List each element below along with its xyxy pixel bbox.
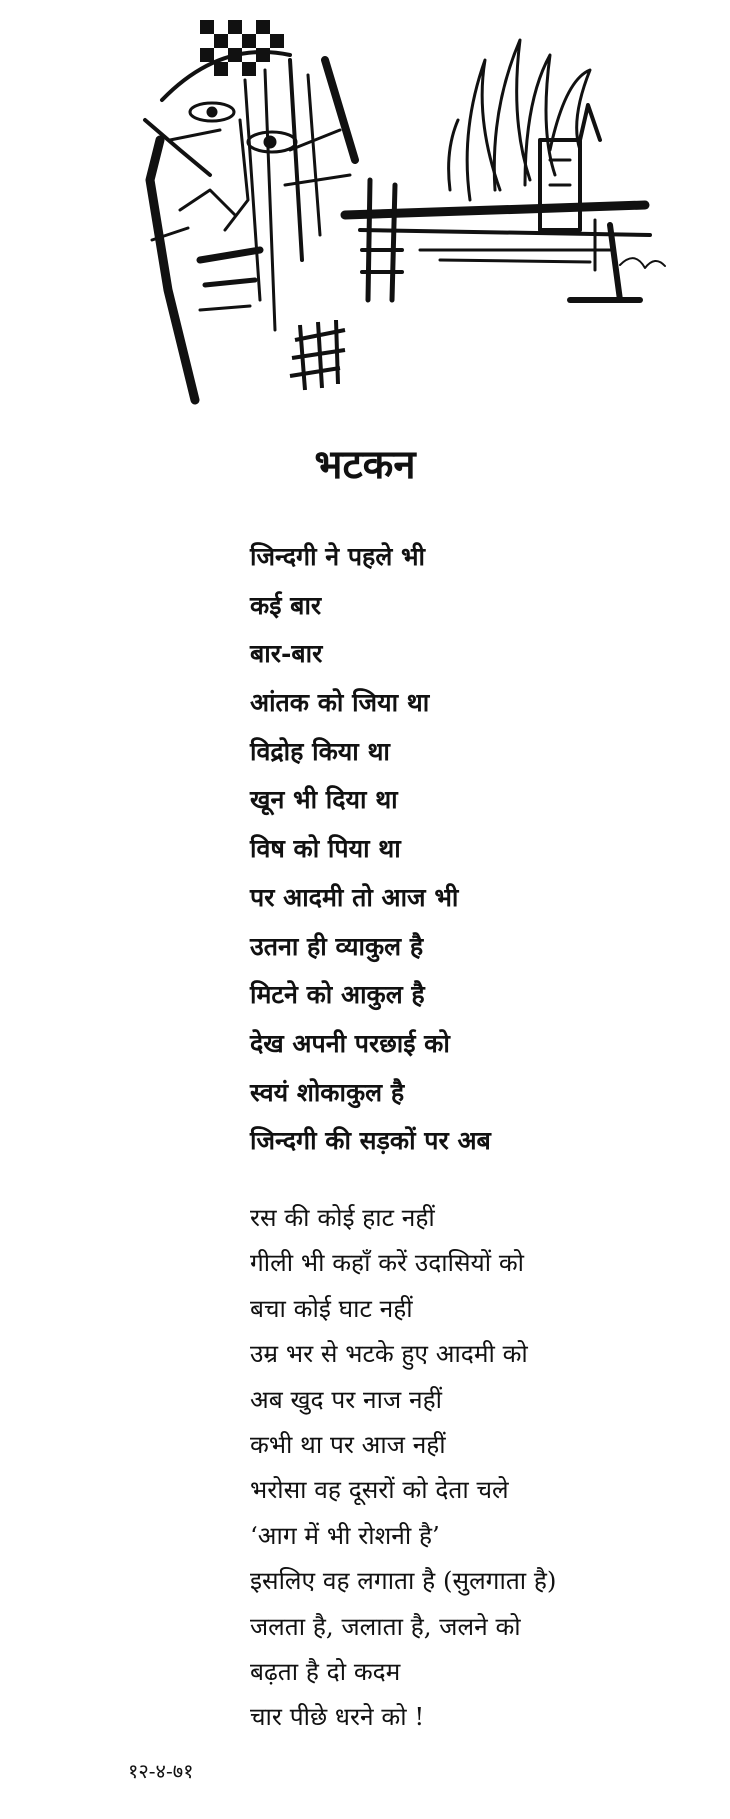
poem-line: बार-बार <box>250 639 323 669</box>
poem-line: अब खुद पर नाज नहीं <box>250 1384 442 1414</box>
poem-line: जिन्दगी की सड़कों पर अब <box>250 1126 491 1156</box>
poem-line: देख अपनी परछाई को <box>250 1028 450 1058</box>
poem-line: जिन्दगी ने पहले भी <box>250 542 426 571</box>
poem-line: विष को पिया था <box>250 834 401 864</box>
ink-illustration <box>140 0 680 405</box>
poem-line: रस की कोई हाट नहीं <box>250 1203 435 1232</box>
poem-line: गीली भी कहाँ करें उदासियों को <box>250 1248 525 1278</box>
poem-stanza-2 <box>250 1195 557 1740</box>
poem-line: उम्र भर से भटके हुए आदमी को <box>250 1339 528 1369</box>
poem-line: कई बार <box>250 590 322 620</box>
hatch-pattern <box>290 320 345 390</box>
poem-line: पर आदमी तो आज भी <box>250 882 459 912</box>
poem-line: इसलिए वह लगाता है (सुलगाता है) <box>250 1566 557 1596</box>
poem-line: उतना ही व्याकुल है <box>250 931 424 961</box>
poem-line: भरोसा वह दूसरों को देता चले <box>250 1475 509 1505</box>
poem-line: ‘आग में भी रोशनी है’ <box>250 1520 440 1550</box>
poem-line: खून भी दिया था <box>250 785 398 815</box>
poem-line: बढ़ता है दो कदम <box>250 1656 401 1686</box>
poem-line: जलता है, जलाता है, जलने को <box>250 1611 521 1641</box>
poem-line: मिटने को आकुल है <box>250 980 425 1010</box>
poem-line: चार पीछे धरने को ! <box>250 1702 425 1732</box>
poem-title: भटकन <box>314 441 416 488</box>
poem-stanza-1 <box>250 533 491 1166</box>
checker-pattern <box>200 20 284 76</box>
poem-date: १२-४-७१ <box>128 1759 194 1783</box>
poem-line: कभी था पर आज नहीं <box>250 1429 446 1459</box>
poem-line: बचा कोई घाट नहीं <box>250 1293 413 1323</box>
poem-line: स्वयं शोकाकुल है <box>250 1077 405 1107</box>
poem-line: आंतक को जिया था <box>250 688 430 718</box>
poem-line: विद्रोह किया था <box>250 736 390 766</box>
